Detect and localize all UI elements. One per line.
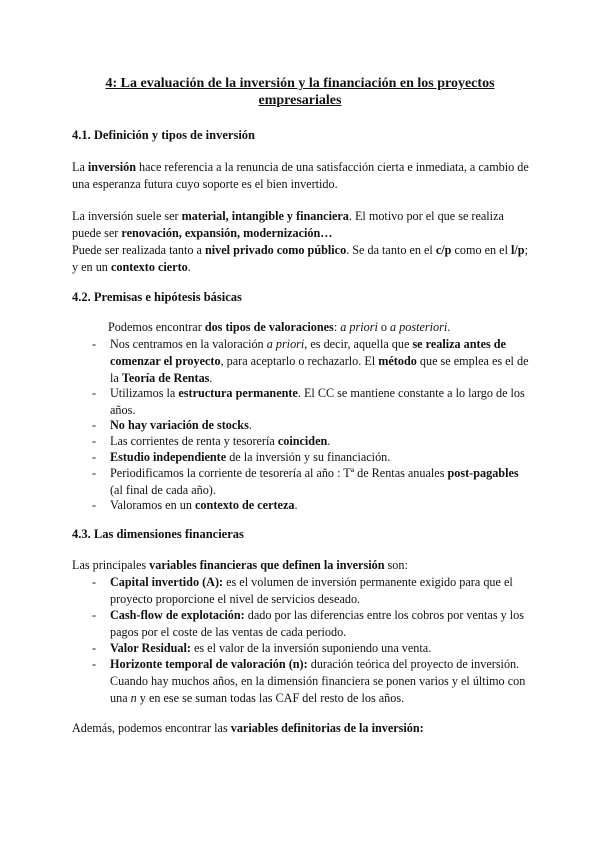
paragraph-variables: Las principales variables financieras que definen la inversión son: bbox=[72, 558, 408, 572]
document-title bbox=[60, 75, 540, 109]
document-page: 4: La evaluación de la inversión y la financiación en los proyectos empresariales 4.1. Definición y tipos de inversión La inversión hace referencia a la renuncia de una satisfacción cierta e inmediata, a cambio de una esperanza futura cuyo soporte es el bien invertido. La inversión suele ser material, intangible y financiera. El motivo por el que se realiza puede ser renovación, expansión, modernización… Puede ser realizada tanto a nivel privado como público. Se da tanto en el c/p como en el l/p; y en un contexto cierto. 4.2. Premisas e hipótesis básicas Podemos encontrar dos tipos de valoraciones: a priori o a posteriori. - Nos centramos en la valoración a priori, es decir, aquella que se realiza antes de comenzar el proyecto, para aceptarlo o rechazarlo. El método que se emplea es el de la Teoría de Rentas. - Utilizamos la estructura permanente. El CC se mantiene constante a lo largo de los años. - No hay variación de stocks. - Las corrientes de renta y tesorería coinciden. - Estudio independiente de la inversión y su financiación. - Periodificamos la corriente de tesorería al año : Tª de Rentas anuales post-pagables (al final de cada año). - Valoramos en un contexto de certeza. 4.3. Las dimensiones financieras Las principales variables financieras que definen la inversión son: - Capital invertido (A): es el volumen de inversión permanente exigido para que el proyecto proporcione el nivel de servicios deseado. - Cash-flow de explotación: dado por las diferencias entre los cobros por ventas y los pagos por el coste de las ventas de cada periodo. - Valor Residual: es el valor de la inversión suponiendo una venta. - Horizonte temporal de valoración (n): duración teórica del proyecto de inversión. Cuando hay muchos años, en la dimensión financiera se ponen varios y el último con una n y en ese se suman todas las CAF del resto de los años. Además, podemos encontrar las variables definitorias de la inversión: bbox=[0, 0, 600, 848]
section-4-1-heading: 4.1. Definición y tipos de inversión bbox=[72, 128, 255, 142]
title-line-2: empresariales bbox=[258, 93, 342, 108]
bullet-dash: - bbox=[92, 386, 97, 400]
bullet-dash: - bbox=[92, 337, 97, 351]
bullet-dash: - bbox=[92, 450, 97, 464]
bullet-dash: - bbox=[92, 466, 97, 480]
bullet-dash: - bbox=[92, 418, 97, 432]
paragraph-definition: La inversión hace referencia a la renuncia de una satisfacción cierta e inmediata, a cambio de una esperanza futura cuyo soporte es el bien invertido. bbox=[72, 160, 529, 191]
paragraph-types: La inversión suele ser material, intangible y financiera. El motivo por el que se realiza puede ser renovación, expansión, modernización… Puede ser realizada tanto a nivel privado como público. Se da tanto en el c/p como en el l/p; y en un contexto cierto. bbox=[72, 209, 528, 274]
paragraph-defining-variables: Además, podemos encontrar las variables definitorias de la inversión: bbox=[72, 721, 424, 735]
paragraph-valuations: Podemos encontrar dos tipos de valoraciones: a priori o a posteriori. bbox=[108, 320, 451, 334]
title-line-1: 4: La evaluación de la inversión y la financiación en los proyectos bbox=[105, 76, 495, 91]
bullet-dash: - bbox=[92, 498, 97, 512]
bullet-dash: - bbox=[92, 641, 97, 655]
bullet-dash: - bbox=[92, 608, 97, 622]
bullet-dash: - bbox=[92, 657, 97, 671]
bullet-dash: - bbox=[92, 434, 97, 448]
bullet-dash: - bbox=[92, 575, 97, 589]
section-4-2-heading: 4.2. Premisas e hipótesis básicas bbox=[72, 290, 242, 304]
section-4-3-heading: 4.3. Las dimensiones financieras bbox=[72, 527, 244, 541]
